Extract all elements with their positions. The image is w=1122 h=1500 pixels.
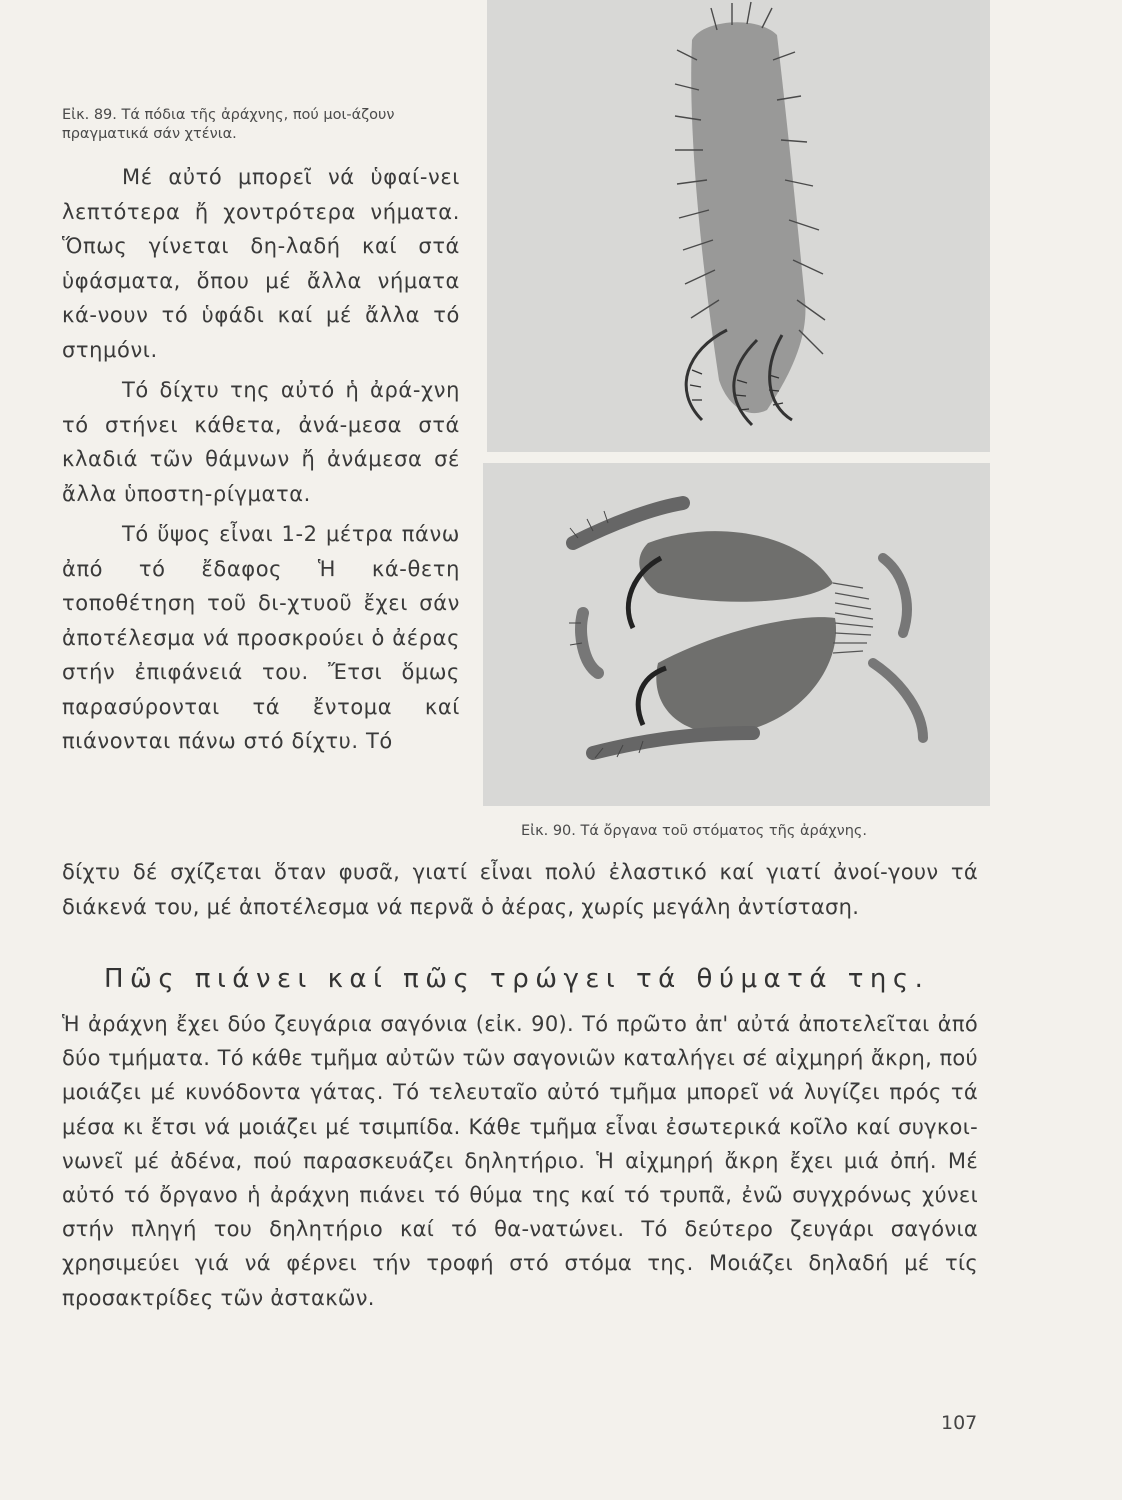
section-body (62, 1007, 978, 1315)
figure-89-spider-leg (487, 0, 990, 452)
paragraph: Τό ὕψος εἶναι 1-2 μέτρα πάνω ἀπό τό ἔδαφος Ἡ κά-θετη τοποθέτηση τοῦ δι-χτυοῦ ἔχει σάν ἀποτέλεσμα νά προσκρούει ὁ ἀέρας στήν ἐπιφάνειά του. Ἔτσι ὅμως παρασύρονται τά ἔντομα καί πιάνονται πάνω στό δίχτυ. Τό (62, 522, 460, 753)
figure-90-spider-mouthparts (483, 463, 990, 806)
figure-90-caption: Εἰκ. 90. Τά ὄργανα τοῦ στόματος τῆς ἀράχνης. (521, 823, 868, 839)
paragraph: Μέ αὐτό μπορεῖ νά ὑφαί-νει λεπτότερα ἤ χοντρότερα νήματα. Ὅπως γίνεται δη-λαδή καί στά ὑφάσματα, ὅπου μέ ἄλλα νήματα κά-νουν τό ὑφάδι καί μέ ἄλλα τό στημόνι. (62, 165, 460, 362)
paragraph: δίχτυ δέ σχίζεται ὅταν φυσᾶ, γιατί εἶναι πολύ ἐλαστικό καί γιατί ἀνοί-γουν τά διάκενά του, μέ ἀποτέλεσμα νά περνᾶ ὁ ἀέρας, χωρίς μεγάλη ἀντίσταση. (62, 860, 978, 919)
left-column-text (62, 160, 460, 765)
spider-leg-comb-icon (487, 0, 990, 452)
paragraph: Τό δίχτυ της αὐτό ἡ ἀρά-χνη τό στήνει κάθετα, ἀνά-μεσα στά κλαδιά τῶν θάμνων ἤ ἀνάμεσα σέ ἄλλα ὑποστη-ρίγματα. (62, 378, 460, 506)
spider-mouthparts-icon (483, 463, 990, 806)
figure-89-caption: Εἰκ. 89. Τά πόδια τῆς ἀράχνης, πού μοι-άζουν πραγματικά σάν χτένια. (62, 107, 395, 142)
full-width-text (62, 855, 978, 924)
paragraph: Ἡ ἀράχνη ἔχει δύο ζευγάρια σαγόνια (εἰκ. 90). Τό πρῶτο ἀπ' αὐτά ἀποτελεῖται ἀπό δύο τμήματα. Τό κάθε τμῆμα αὐτῶν τῶν σαγονιῶν καταλήγει σέ αἰχμηρή ἄκρη, πού μοιάζει μέ κυνόδοντα γάτας. Τό τελευταῖο αὐτό τμῆμα μπορεῖ νά λυγίζει πρός τά μέσα κι ἔτσι νά μοιάζει μέ τσιμπίδα. Κάθε τμῆμα εἶναι ἐσωτερικά κοῖλο καί συγκοι-νωνεῖ μέ ἀδένα, πού παρασκευάζει δηλητήριο. Ἡ αἰχμηρή ἄκρη ἔχει μιά ὀπή. Μέ αὐτό τό ὄργανο ἡ ἀράχνη πιάνει τό θύμα της καί τό τρυπᾶ, ἐνῶ συγχρόνως χύνει στήν πληγή του δηλητήριο καί τό θα-νατώνει. Τό δεύτερο ζευγάρι σαγόνια χρησιμεύει γιά νά φέρνει τήν τροφή στό στόμα της. Μοιάζει δηλαδή μέ τίς προσακτρίδες τῶν ἀστακῶν. (62, 1012, 978, 1310)
section-heading: Πῶς πιάνει καί πῶς τρώγει τά θύματά της. (104, 964, 930, 994)
page-number: 107 (941, 1412, 978, 1434)
